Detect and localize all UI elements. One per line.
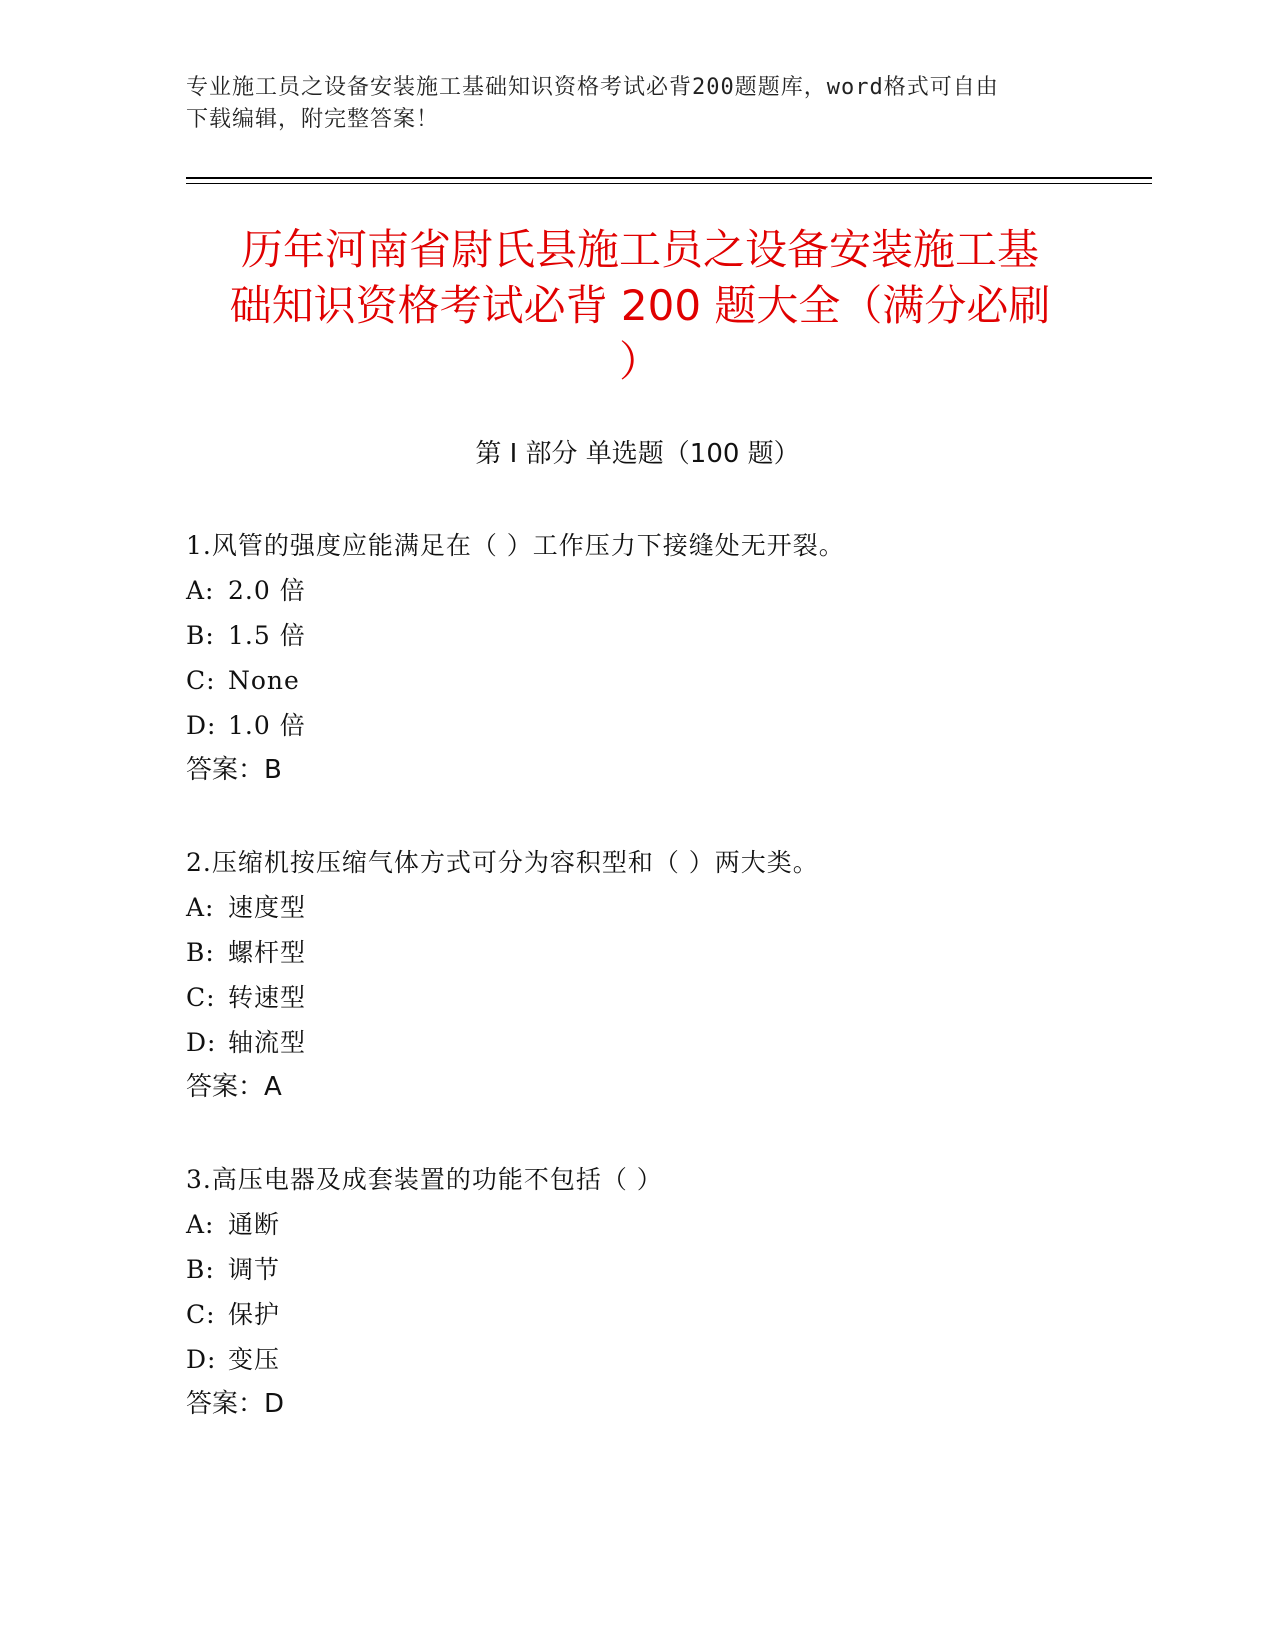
header-note-line-1: 专业施工员之设备安装施工基础知识资格考试必背200题题库，word格式可自由 bbox=[186, 75, 999, 100]
question-option-b bbox=[186, 613, 1166, 658]
option-letter: C: bbox=[186, 1300, 216, 1329]
option-letter: A: bbox=[186, 893, 215, 922]
question-option-c bbox=[186, 658, 1166, 703]
question-3 bbox=[186, 1157, 1166, 1427]
document-title-line-3: ） bbox=[618, 337, 661, 386]
question-2 bbox=[186, 840, 1166, 1110]
option-letter: D: bbox=[186, 711, 217, 740]
header-divider-thin bbox=[186, 183, 1152, 184]
question-1 bbox=[186, 523, 1166, 793]
question-option-d bbox=[186, 1020, 1166, 1065]
option-letter: C: bbox=[186, 983, 216, 1012]
question-option-b bbox=[186, 1247, 1166, 1292]
option-text: 调节 bbox=[228, 1255, 281, 1284]
section-heading: 第 I 部分 单选题（100 题） bbox=[475, 439, 800, 469]
option-letter: C: bbox=[186, 666, 216, 695]
option-text: 保护 bbox=[228, 1300, 281, 1329]
question-option-c bbox=[186, 1292, 1166, 1337]
option-text: 轴流型 bbox=[228, 1028, 307, 1057]
option-letter: A: bbox=[186, 576, 215, 605]
option-text: 螺杆型 bbox=[228, 938, 307, 967]
question-answer: 答案：D bbox=[186, 1389, 285, 1419]
header-note-line-2: 下载编辑，附完整答案！ bbox=[186, 107, 440, 132]
header-note bbox=[186, 72, 1086, 136]
option-text: 2.0 倍 bbox=[228, 576, 306, 605]
option-letter: D: bbox=[186, 1345, 217, 1374]
option-text: None bbox=[228, 666, 300, 695]
option-text: 速度型 bbox=[228, 893, 307, 922]
question-stem: 3.高压电器及成套装置的功能不包括（ ） bbox=[186, 1165, 663, 1194]
document-title-line-2: 础知识资格考试必背 200 题大全（满分必刷 bbox=[229, 281, 1051, 330]
option-letter: A: bbox=[186, 1210, 215, 1239]
question-option-a bbox=[186, 1202, 1166, 1247]
option-letter: B: bbox=[186, 938, 215, 967]
question-answer: 答案：A bbox=[186, 1072, 282, 1102]
document-title bbox=[190, 222, 1090, 390]
question-option-a bbox=[186, 568, 1166, 613]
header-divider-thick bbox=[186, 177, 1152, 179]
question-option-d bbox=[186, 703, 1166, 748]
option-letter: D: bbox=[186, 1028, 217, 1057]
option-text: 变压 bbox=[228, 1345, 281, 1374]
question-option-d bbox=[186, 1337, 1166, 1382]
document-title-line-1: 历年河南省尉氏县施工员之设备安装施工基 bbox=[240, 225, 1039, 274]
option-text: 1.5 倍 bbox=[228, 621, 306, 650]
question-stem: 2.压缩机按压缩气体方式可分为容积型和（ ）两大类。 bbox=[186, 848, 819, 877]
question-option-b bbox=[186, 930, 1166, 975]
question-option-c bbox=[186, 975, 1166, 1020]
option-letter: B: bbox=[186, 1255, 215, 1284]
question-option-a bbox=[186, 885, 1166, 930]
option-text: 1.0 倍 bbox=[228, 711, 306, 740]
option-text: 通断 bbox=[228, 1210, 281, 1239]
option-letter: B: bbox=[186, 621, 215, 650]
option-text: 转速型 bbox=[228, 983, 307, 1012]
question-answer: 答案：B bbox=[186, 755, 282, 785]
question-stem: 1.风管的强度应能满足在（ ）工作压力下接缝处无开裂。 bbox=[186, 531, 845, 560]
